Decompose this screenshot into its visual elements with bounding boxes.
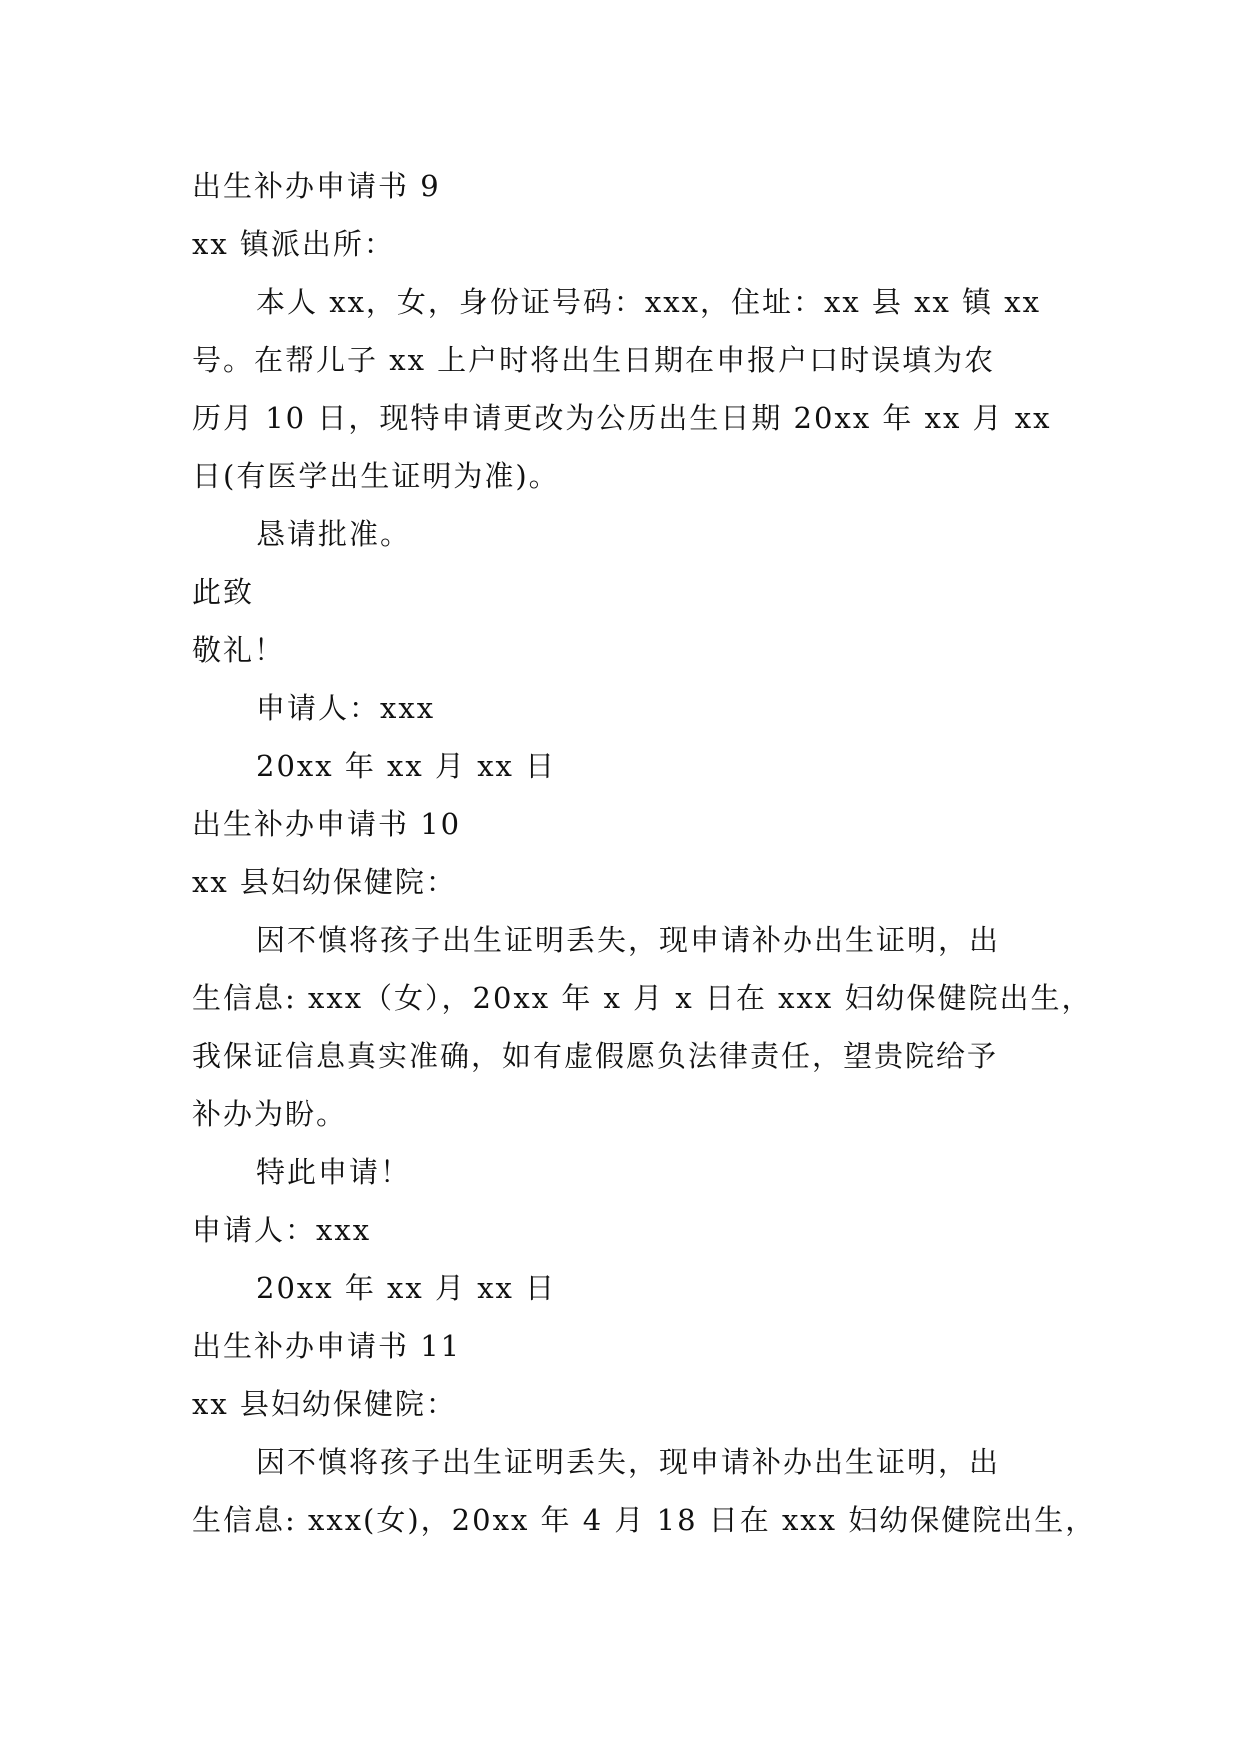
recipient-line: xx 县妇幼保健院： — [192, 1387, 457, 1421]
body-line: 历月 10 日，现特申请更改为公历出生日期 20xx 年 xx 月 xx — [192, 401, 1052, 435]
section-title-9: 出生补办申请书 9 — [192, 169, 441, 203]
section-title-10: 出生补办申请书 10 — [192, 807, 462, 841]
body-line: 我保证信息真实准确，如有虚假愿负法律责任，望贵院给予 — [192, 1039, 999, 1073]
recipient-line: xx 县妇幼保健院： — [192, 865, 457, 899]
body-line: 补办为盼。 — [192, 1097, 348, 1131]
section-title-11: 出生补办申请书 11 — [192, 1329, 462, 1363]
recipient-line: xx 镇派出所： — [192, 227, 395, 261]
body-line: 因不慎将孩子出生证明丢失，现申请补办出生证明，出 — [256, 1445, 1001, 1479]
date-line: 20xx 年 xx 月 xx 日 — [256, 1271, 557, 1305]
salutation-line: 敬礼！ — [192, 633, 286, 667]
body-line: 本人 xx，女，身份证号码：xxx，住址：xx 县 xx 镇 xx — [256, 285, 1041, 319]
body-line: 生信息: xxx(女)，20xx 年 4 月 18 日在 xxx 妇幼保健院出生， — [192, 1503, 1097, 1537]
applicant-line: 申请人：xxx — [192, 1213, 372, 1247]
applicant-line: 申请人：xxx — [256, 691, 436, 725]
request-line: 恳请批准。 — [256, 517, 412, 551]
body-line: 号。在帮儿子 xx 上户时将出生日期在申报户口时误填为农 — [192, 343, 996, 377]
body-line: 因不慎将孩子出生证明丢失，现申请补办出生证明，出 — [256, 923, 1001, 957]
request-line: 特此申请！ — [256, 1155, 412, 1189]
date-line: 20xx 年 xx 月 xx 日 — [256, 749, 557, 783]
body-line: 生信息: xxx（女），20xx 年 x 月 x 日在 xxx 妇幼保健院出生， — [192, 981, 1093, 1015]
body-line: 日(有医学出生证明为准)。 — [192, 459, 560, 493]
closing-line: 此致 — [192, 575, 255, 609]
